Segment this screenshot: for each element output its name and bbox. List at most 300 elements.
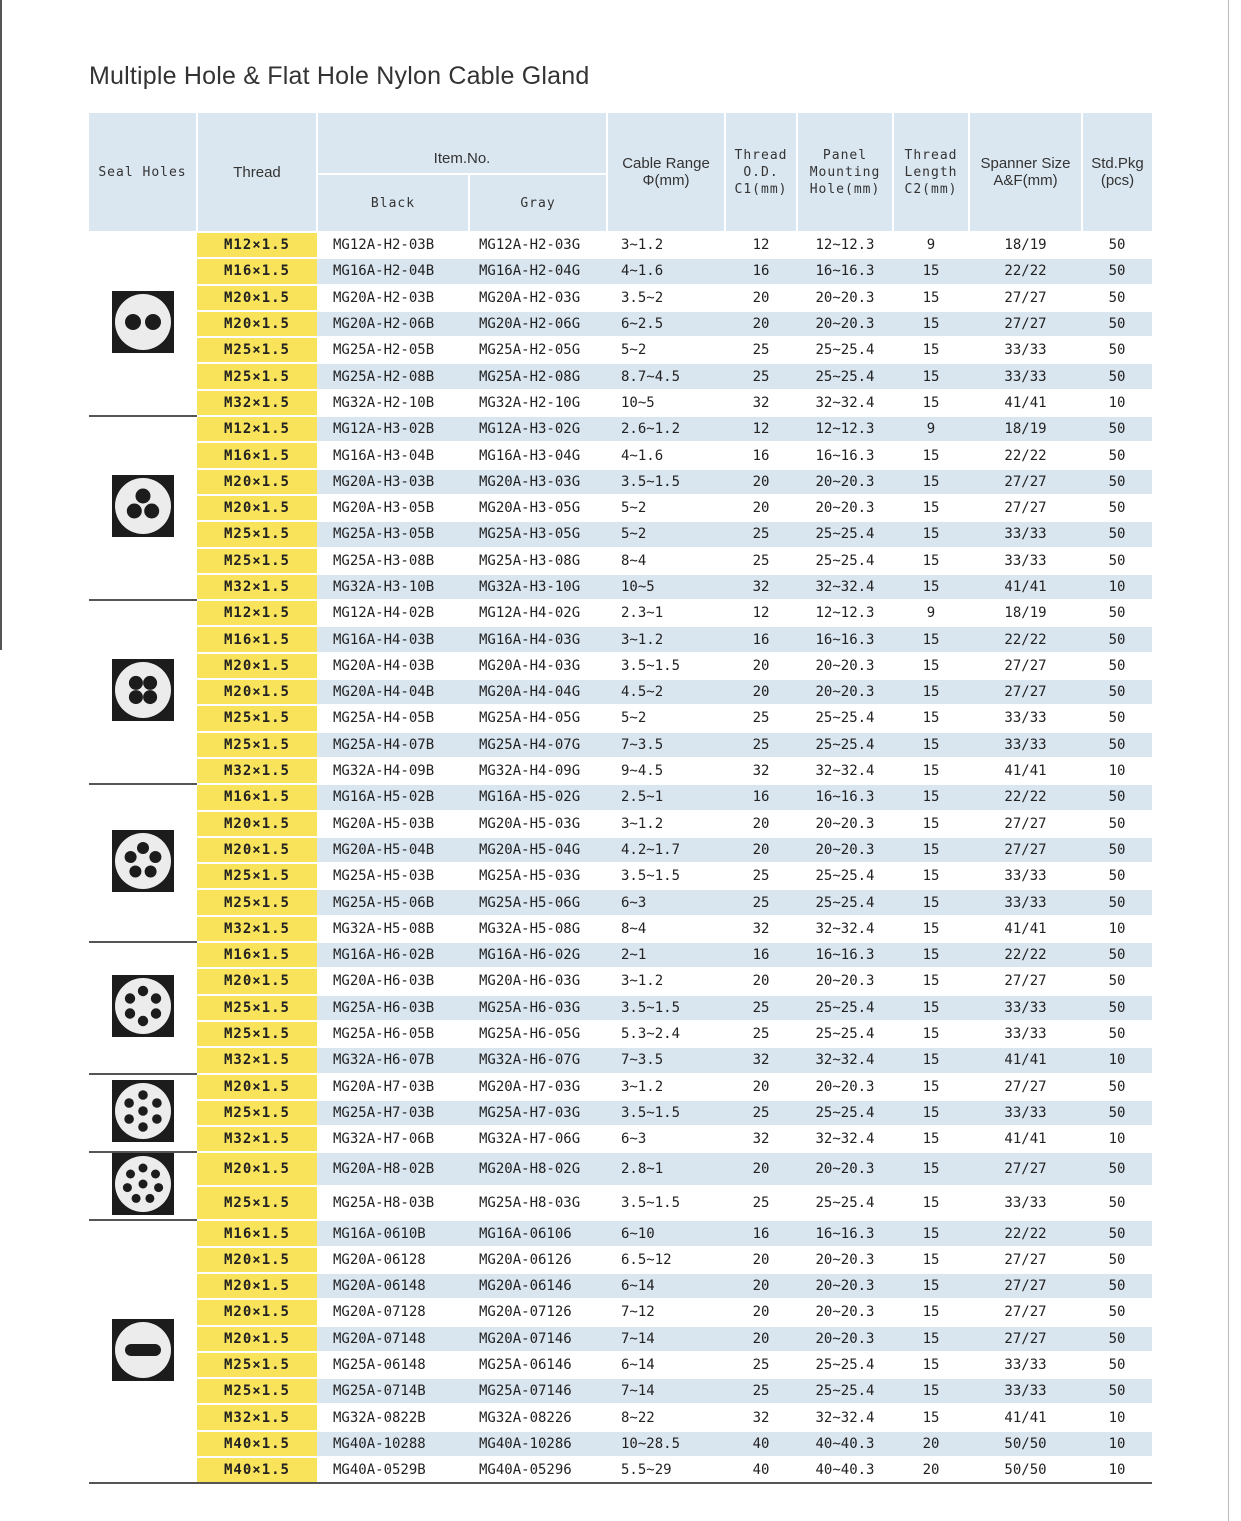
std-pkg-cell: 50 xyxy=(1082,1352,1152,1378)
thread-length-cell: 15 xyxy=(893,495,969,521)
table-row xyxy=(89,653,1152,679)
six-hole-seal-icon xyxy=(112,975,174,1037)
cable-range-cell: 6~3 xyxy=(607,889,725,915)
black-item-cell: MG32A-H2-10B xyxy=(317,390,469,416)
gray-item-cell: MG25A-H5-06G xyxy=(469,889,607,915)
std-pkg-cell: 50 xyxy=(1082,837,1152,863)
std-pkg-cell: 50 xyxy=(1082,521,1152,547)
thread-length-cell: 15 xyxy=(893,784,969,810)
cable-range-cell: 5.3~2.4 xyxy=(607,1021,725,1047)
panel-hole-cell: 20~20.3 xyxy=(797,1074,893,1100)
panel-hole-cell: 20~20.3 xyxy=(797,811,893,837)
table-row xyxy=(89,1326,1152,1352)
black-item-cell: MG20A-H4-03B xyxy=(317,653,469,679)
std-pkg-cell: 50 xyxy=(1082,1021,1152,1047)
thread-od-cell: 25 xyxy=(725,705,797,731)
gray-item-cell: MG25A-H3-08G xyxy=(469,548,607,574)
black-item-cell: MG20A-H8-02B xyxy=(317,1152,469,1186)
seal-holes-cell xyxy=(89,942,197,1073)
spanner-size-cell: 50/50 xyxy=(969,1431,1082,1457)
spanner-size-cell: 50/50 xyxy=(969,1457,1082,1483)
cable-range-cell: 5~2 xyxy=(607,337,725,363)
table-row xyxy=(89,942,1152,968)
thread-cell: M16×1.5 xyxy=(197,1220,317,1246)
spanner-size-cell: 27/27 xyxy=(969,679,1082,705)
std-pkg-cell: 50 xyxy=(1082,495,1152,521)
thread-od-cell: 20 xyxy=(725,679,797,705)
thread-cell: M25×1.5 xyxy=(197,337,317,363)
thread-cell: M20×1.5 xyxy=(197,1326,317,1352)
gray-item-cell: MG40A-10286 xyxy=(469,1431,607,1457)
cable-range-cell: 10~28.5 xyxy=(607,1431,725,1457)
cable-range-cell: 3~1.2 xyxy=(607,811,725,837)
thread-od-cell: 16 xyxy=(725,626,797,652)
gray-item-cell: MG20A-H4-03G xyxy=(469,653,607,679)
panel-hole-cell: 20~20.3 xyxy=(797,495,893,521)
std-pkg-cell: 50 xyxy=(1082,416,1152,442)
thread-length-cell: 15 xyxy=(893,1404,969,1430)
spanner-size-cell: 41/41 xyxy=(969,1126,1082,1152)
header-thread-len-line3: C2(mm) xyxy=(904,181,958,197)
thread-cell: M25×1.5 xyxy=(197,1378,317,1404)
spanner-size-cell: 33/33 xyxy=(969,995,1082,1021)
spanner-size-cell: 41/41 xyxy=(969,1047,1082,1073)
thread-length-cell: 15 xyxy=(893,653,969,679)
eight-hole-seal-icon xyxy=(112,1153,174,1215)
panel-hole-cell: 40~40.3 xyxy=(797,1457,893,1483)
table-row xyxy=(89,1352,1152,1378)
thread-cell: M16×1.5 xyxy=(197,626,317,652)
black-item-cell: MG25A-H4-05B xyxy=(317,705,469,731)
thread-od-cell: 32 xyxy=(725,1404,797,1430)
std-pkg-cell: 50 xyxy=(1082,285,1152,311)
thread-cell: M20×1.5 xyxy=(197,1247,317,1273)
thread-od-cell: 32 xyxy=(725,1126,797,1152)
thread-od-cell: 32 xyxy=(725,758,797,784)
black-item-cell: MG16A-H2-04B xyxy=(317,258,469,284)
thread-od-cell: 40 xyxy=(725,1431,797,1457)
spanner-size-cell: 18/19 xyxy=(969,232,1082,258)
thread-length-cell: 15 xyxy=(893,285,969,311)
flat-hole-seal-icon xyxy=(112,1319,174,1381)
black-item-cell: MG25A-H6-03B xyxy=(317,995,469,1021)
std-pkg-cell: 50 xyxy=(1082,732,1152,758)
panel-hole-cell: 20~20.3 xyxy=(797,311,893,337)
cable-range-cell: 6~10 xyxy=(607,1220,725,1246)
gray-item-cell: MG25A-H6-05G xyxy=(469,1021,607,1047)
thread-cell: M12×1.5 xyxy=(197,232,317,258)
header-thread-len-line1: Thread xyxy=(904,147,958,163)
cable-range-cell: 7~14 xyxy=(607,1326,725,1352)
thread-cell: M12×1.5 xyxy=(197,600,317,626)
panel-hole-cell: 20~20.3 xyxy=(797,1152,893,1186)
black-item-cell: MG25A-H3-05B xyxy=(317,521,469,547)
spanner-size-cell: 22/22 xyxy=(969,784,1082,810)
thread-length-cell: 15 xyxy=(893,1247,969,1273)
spanner-size-cell: 27/27 xyxy=(969,285,1082,311)
gray-item-cell: MG25A-H4-07G xyxy=(469,732,607,758)
std-pkg-cell: 50 xyxy=(1082,232,1152,258)
table-row xyxy=(89,363,1152,389)
header-thread-od-line3: C1(mm) xyxy=(734,181,788,197)
thread-cell: M20×1.5 xyxy=(197,311,317,337)
gray-item-cell: MG32A-08226 xyxy=(469,1404,607,1430)
spanner-size-cell: 33/33 xyxy=(969,1100,1082,1126)
std-pkg-cell: 50 xyxy=(1082,889,1152,915)
std-pkg-cell: 10 xyxy=(1082,1404,1152,1430)
header-thread-len-line2: Length xyxy=(904,164,958,180)
thread-length-cell: 15 xyxy=(893,863,969,889)
cable-range-cell: 3.5~1.5 xyxy=(607,863,725,889)
cable-range-cell: 3~1.2 xyxy=(607,232,725,258)
thread-length-cell: 15 xyxy=(893,1047,969,1073)
spanner-size-cell: 27/27 xyxy=(969,469,1082,495)
thread-od-cell: 25 xyxy=(725,363,797,389)
thread-od-cell: 25 xyxy=(725,1021,797,1047)
panel-hole-cell: 32~32.4 xyxy=(797,390,893,416)
thread-length-cell: 15 xyxy=(893,968,969,994)
spanner-size-cell: 41/41 xyxy=(969,758,1082,784)
thread-length-cell: 15 xyxy=(893,732,969,758)
table-row xyxy=(89,679,1152,705)
header-spanner-line2: A&F(mm) xyxy=(993,172,1058,189)
header-spanner-line1: Spanner Size xyxy=(980,155,1071,172)
cable-range-cell: 7~3.5 xyxy=(607,1047,725,1073)
cable-range-cell: 5.5~29 xyxy=(607,1457,725,1483)
thread-cell: M20×1.5 xyxy=(197,968,317,994)
table-row xyxy=(89,1021,1152,1047)
gray-item-cell: MG25A-H4-05G xyxy=(469,705,607,731)
thread-od-cell: 32 xyxy=(725,1047,797,1073)
header-panel-line1: Panel xyxy=(822,147,868,163)
black-item-cell: MG16A-H5-02B xyxy=(317,784,469,810)
thread-cell: M25×1.5 xyxy=(197,732,317,758)
spanner-size-cell: 41/41 xyxy=(969,390,1082,416)
header-gray: Gray xyxy=(469,174,607,232)
table-row xyxy=(89,442,1152,468)
gray-item-cell: MG20A-H4-04G xyxy=(469,679,607,705)
thread-cell: M32×1.5 xyxy=(197,1404,317,1430)
table-row xyxy=(89,784,1152,810)
panel-hole-cell: 25~25.4 xyxy=(797,863,893,889)
thread-cell: M12×1.5 xyxy=(197,416,317,442)
table-row xyxy=(89,1378,1152,1404)
header-cable-range-line2: Φ(mm) xyxy=(642,172,690,189)
panel-hole-cell: 32~32.4 xyxy=(797,916,893,942)
thread-od-cell: 20 xyxy=(725,1326,797,1352)
header-thread-length xyxy=(893,113,969,232)
panel-hole-cell: 32~32.4 xyxy=(797,574,893,600)
thread-od-cell: 20 xyxy=(725,469,797,495)
black-item-cell: MG32A-H4-09B xyxy=(317,758,469,784)
two-hole-seal-icon xyxy=(112,291,174,353)
table-row xyxy=(89,469,1152,495)
thread-cell: M20×1.5 xyxy=(197,495,317,521)
spanner-size-cell: 18/19 xyxy=(969,416,1082,442)
thread-cell: M32×1.5 xyxy=(197,390,317,416)
table-row xyxy=(89,1431,1152,1457)
cable-range-cell: 8.7~4.5 xyxy=(607,363,725,389)
spanner-size-cell: 27/27 xyxy=(969,1152,1082,1186)
cable-range-cell: 3.5~1.5 xyxy=(607,469,725,495)
std-pkg-cell: 50 xyxy=(1082,311,1152,337)
thread-od-cell: 25 xyxy=(725,1378,797,1404)
thread-length-cell: 15 xyxy=(893,679,969,705)
table-row xyxy=(89,1220,1152,1246)
spanner-size-cell: 27/27 xyxy=(969,311,1082,337)
panel-hole-cell: 25~25.4 xyxy=(797,995,893,1021)
panel-hole-cell: 16~16.3 xyxy=(797,626,893,652)
black-item-cell: MG20A-H5-03B xyxy=(317,811,469,837)
std-pkg-cell: 10 xyxy=(1082,390,1152,416)
spanner-size-cell: 33/33 xyxy=(969,1378,1082,1404)
gray-item-cell: MG16A-H2-04G xyxy=(469,258,607,284)
black-item-cell: MG16A-H4-03B xyxy=(317,626,469,652)
thread-length-cell: 15 xyxy=(893,390,969,416)
black-item-cell: MG40A-0529B xyxy=(317,1457,469,1483)
panel-hole-cell: 20~20.3 xyxy=(797,968,893,994)
thread-cell: M20×1.5 xyxy=(197,653,317,679)
spanner-size-cell: 41/41 xyxy=(969,916,1082,942)
thread-od-cell: 20 xyxy=(725,968,797,994)
table-row xyxy=(89,574,1152,600)
black-item-cell: MG25A-H6-05B xyxy=(317,1021,469,1047)
table-row xyxy=(89,1273,1152,1299)
spanner-size-cell: 27/27 xyxy=(969,968,1082,994)
thread-cell: M20×1.5 xyxy=(197,1152,317,1186)
thread-od-cell: 20 xyxy=(725,837,797,863)
spanner-size-cell: 27/27 xyxy=(969,495,1082,521)
black-item-cell: MG12A-H3-02B xyxy=(317,416,469,442)
thread-length-cell: 15 xyxy=(893,363,969,389)
thread-length-cell: 15 xyxy=(893,1186,969,1220)
thread-length-cell: 15 xyxy=(893,1021,969,1047)
gray-item-cell: MG25A-H3-05G xyxy=(469,521,607,547)
panel-hole-cell: 12~12.3 xyxy=(797,232,893,258)
table-row xyxy=(89,732,1152,758)
table-row xyxy=(89,1074,1152,1100)
thread-cell: M20×1.5 xyxy=(197,1074,317,1100)
std-pkg-cell: 10 xyxy=(1082,1431,1152,1457)
thread-cell: M25×1.5 xyxy=(197,363,317,389)
cable-range-cell: 3.5~1.5 xyxy=(607,1100,725,1126)
thread-od-cell: 25 xyxy=(725,337,797,363)
thread-od-cell: 12 xyxy=(725,416,797,442)
panel-hole-cell: 16~16.3 xyxy=(797,442,893,468)
gray-item-cell: MG32A-H2-10G xyxy=(469,390,607,416)
panel-hole-cell: 20~20.3 xyxy=(797,1299,893,1325)
black-item-cell: MG16A-H6-02B xyxy=(317,942,469,968)
std-pkg-cell: 50 xyxy=(1082,968,1152,994)
table-row xyxy=(89,285,1152,311)
panel-hole-cell: 32~32.4 xyxy=(797,1047,893,1073)
panel-hole-cell: 25~25.4 xyxy=(797,1352,893,1378)
panel-hole-cell: 32~32.4 xyxy=(797,1126,893,1152)
thread-length-cell: 15 xyxy=(893,258,969,284)
black-item-cell: MG25A-H7-03B xyxy=(317,1100,469,1126)
std-pkg-cell: 10 xyxy=(1082,1457,1152,1483)
page-edge-right xyxy=(1228,0,1229,1521)
thread-od-cell: 25 xyxy=(725,521,797,547)
table-row xyxy=(89,758,1152,784)
thread-od-cell: 20 xyxy=(725,1299,797,1325)
spanner-size-cell: 27/27 xyxy=(969,1326,1082,1352)
panel-hole-cell: 20~20.3 xyxy=(797,1326,893,1352)
thread-od-cell: 20 xyxy=(725,1152,797,1186)
black-item-cell: MG20A-07128 xyxy=(317,1299,469,1325)
gray-item-cell: MG20A-H6-03G xyxy=(469,968,607,994)
header-panel-hole xyxy=(797,113,893,232)
spanner-size-cell: 33/33 xyxy=(969,1021,1082,1047)
std-pkg-cell: 50 xyxy=(1082,337,1152,363)
std-pkg-cell: 50 xyxy=(1082,1186,1152,1220)
thread-cell: M40×1.5 xyxy=(197,1431,317,1457)
thread-length-cell: 15 xyxy=(893,442,969,468)
std-pkg-cell: 50 xyxy=(1082,679,1152,705)
table-row xyxy=(89,968,1152,994)
gray-item-cell: MG32A-H3-10G xyxy=(469,574,607,600)
seal-holes-cell xyxy=(89,232,197,416)
thread-cell: M25×1.5 xyxy=(197,1021,317,1047)
cable-range-cell: 8~4 xyxy=(607,548,725,574)
gray-item-cell: MG20A-H7-03G xyxy=(469,1074,607,1100)
cable-range-cell: 5~2 xyxy=(607,495,725,521)
gray-item-cell: MG20A-H2-06G xyxy=(469,311,607,337)
thread-od-cell: 16 xyxy=(725,258,797,284)
seal-holes-cell xyxy=(89,784,197,942)
thread-cell: M20×1.5 xyxy=(197,679,317,705)
spanner-size-cell: 33/33 xyxy=(969,548,1082,574)
table-row xyxy=(89,600,1152,626)
std-pkg-cell: 50 xyxy=(1082,1378,1152,1404)
panel-hole-cell: 20~20.3 xyxy=(797,837,893,863)
thread-cell: M25×1.5 xyxy=(197,521,317,547)
thread-cell: M25×1.5 xyxy=(197,889,317,915)
panel-hole-cell: 40~40.3 xyxy=(797,1431,893,1457)
thread-length-cell: 9 xyxy=(893,232,969,258)
black-item-cell: MG32A-H6-07B xyxy=(317,1047,469,1073)
page-edge-left xyxy=(0,0,2,650)
spanner-size-cell: 41/41 xyxy=(969,1404,1082,1430)
thread-length-cell: 15 xyxy=(893,1100,969,1126)
thread-length-cell: 15 xyxy=(893,1378,969,1404)
table-row xyxy=(89,863,1152,889)
cable-range-cell: 7~12 xyxy=(607,1299,725,1325)
table-row xyxy=(89,1457,1152,1483)
cable-range-cell: 7~14 xyxy=(607,1378,725,1404)
page-title: Multiple Hole & Flat Hole Nylon Cable Gland xyxy=(89,62,590,90)
thread-od-cell: 32 xyxy=(725,916,797,942)
cable-range-cell: 5~2 xyxy=(607,705,725,731)
four-hole-seal-icon xyxy=(112,659,174,721)
thread-length-cell: 15 xyxy=(893,626,969,652)
seven-hole-seal-icon xyxy=(112,1080,174,1142)
table-row xyxy=(89,811,1152,837)
gray-item-cell: MG25A-H8-03G xyxy=(469,1186,607,1220)
thread-length-cell: 15 xyxy=(893,1126,969,1152)
gray-item-cell: MG32A-H4-09G xyxy=(469,758,607,784)
thread-length-cell: 15 xyxy=(893,1074,969,1100)
panel-hole-cell: 16~16.3 xyxy=(797,784,893,810)
black-item-cell: MG40A-10288 xyxy=(317,1431,469,1457)
panel-hole-cell: 16~16.3 xyxy=(797,1220,893,1246)
thread-cell: M16×1.5 xyxy=(197,942,317,968)
std-pkg-cell: 50 xyxy=(1082,1152,1152,1186)
seal-holes-cell xyxy=(89,416,197,600)
thread-length-cell: 15 xyxy=(893,521,969,547)
std-pkg-cell: 50 xyxy=(1082,811,1152,837)
gray-item-cell: MG20A-H2-03G xyxy=(469,285,607,311)
thread-cell: M25×1.5 xyxy=(197,1186,317,1220)
gray-item-cell: MG16A-H3-04G xyxy=(469,442,607,468)
cable-range-cell: 3~1.2 xyxy=(607,626,725,652)
gray-item-cell: MG20A-06146 xyxy=(469,1273,607,1299)
spanner-size-cell: 33/33 xyxy=(969,732,1082,758)
thread-length-cell: 15 xyxy=(893,548,969,574)
gray-item-cell: MG16A-H4-03G xyxy=(469,626,607,652)
black-item-cell: MG25A-H5-06B xyxy=(317,889,469,915)
panel-hole-cell: 25~25.4 xyxy=(797,337,893,363)
thread-od-cell: 16 xyxy=(725,942,797,968)
spanner-size-cell: 33/33 xyxy=(969,363,1082,389)
cable-range-cell: 6~2.5 xyxy=(607,311,725,337)
gray-item-cell: MG12A-H3-02G xyxy=(469,416,607,442)
thread-length-cell: 9 xyxy=(893,416,969,442)
gray-item-cell: MG20A-H3-05G xyxy=(469,495,607,521)
black-item-cell: MG20A-H4-04B xyxy=(317,679,469,705)
thread-length-cell: 15 xyxy=(893,1352,969,1378)
gray-item-cell: MG25A-07146 xyxy=(469,1378,607,1404)
spanner-size-cell: 27/27 xyxy=(969,1299,1082,1325)
thread-od-cell: 25 xyxy=(725,1186,797,1220)
header-thread: Thread xyxy=(197,113,317,232)
std-pkg-cell: 50 xyxy=(1082,626,1152,652)
thread-cell: M20×1.5 xyxy=(197,837,317,863)
gray-item-cell: MG25A-H5-03G xyxy=(469,863,607,889)
black-item-cell: MG32A-H5-08B xyxy=(317,916,469,942)
panel-hole-cell: 32~32.4 xyxy=(797,758,893,784)
header-panel-line2: Mounting xyxy=(809,164,881,180)
thread-od-cell: 25 xyxy=(725,995,797,1021)
thread-length-cell: 15 xyxy=(893,574,969,600)
header-black: Black xyxy=(317,174,469,232)
panel-hole-cell: 20~20.3 xyxy=(797,653,893,679)
header-item-no: Item.No. xyxy=(317,113,607,174)
cable-range-cell: 5~2 xyxy=(607,521,725,547)
table-row xyxy=(89,1126,1152,1152)
thread-cell: M20×1.5 xyxy=(197,469,317,495)
thread-length-cell: 15 xyxy=(893,469,969,495)
thread-cell: M20×1.5 xyxy=(197,811,317,837)
spanner-size-cell: 22/22 xyxy=(969,1220,1082,1246)
cable-range-cell: 7~3.5 xyxy=(607,732,725,758)
std-pkg-cell: 50 xyxy=(1082,1220,1152,1246)
table-row xyxy=(89,311,1152,337)
cable-range-cell: 3.5~1.5 xyxy=(607,1186,725,1220)
thread-od-cell: 12 xyxy=(725,600,797,626)
header-thread-od-line1: Thread xyxy=(734,147,788,163)
panel-hole-cell: 20~20.3 xyxy=(797,679,893,705)
cable-range-cell: 4.5~2 xyxy=(607,679,725,705)
table-row xyxy=(89,390,1152,416)
thread-cell: M32×1.5 xyxy=(197,1047,317,1073)
three-hole-seal-icon xyxy=(112,475,174,537)
thread-od-cell: 20 xyxy=(725,311,797,337)
cable-range-cell: 8~4 xyxy=(607,916,725,942)
cable-gland-table xyxy=(89,113,1152,1484)
thread-od-cell: 20 xyxy=(725,811,797,837)
std-pkg-cell: 50 xyxy=(1082,469,1152,495)
